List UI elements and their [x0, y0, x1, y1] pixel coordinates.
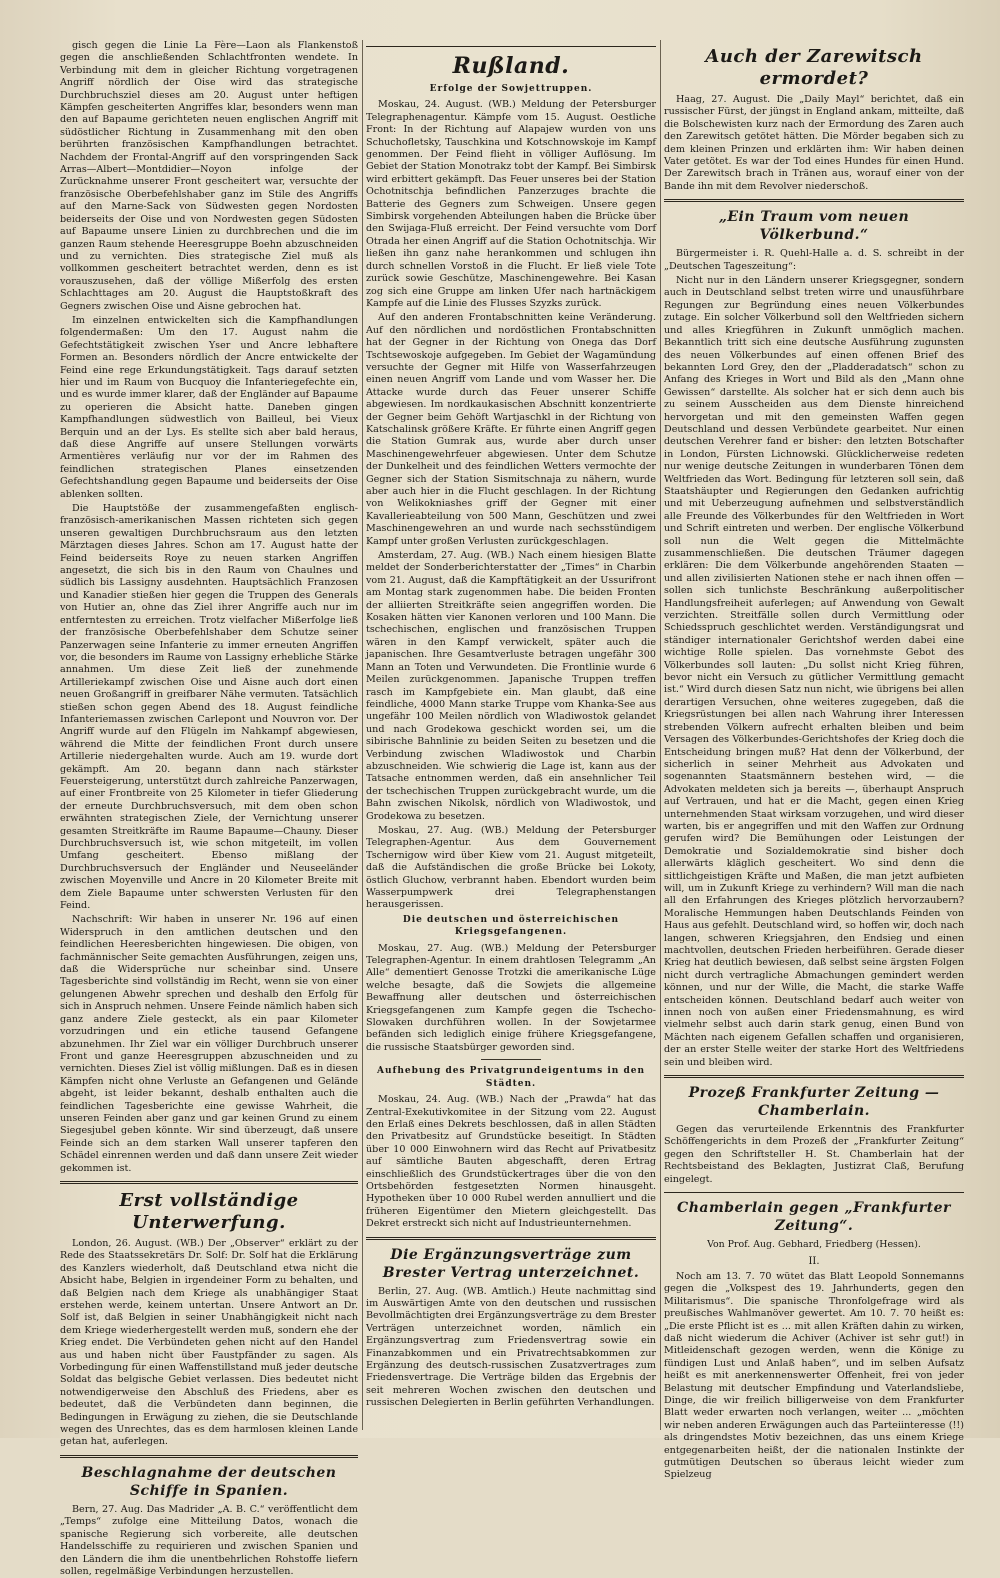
paragraph: Noch am 13. 7. 70 wütet das Blatt Leopold Sonnemanns gegen die „Volkspest des 19. Jahrhunderts, gegen den Militarismus“. Die spanische Thronfolgefrage wird als preußisches Wahlmanöver gewertet. Am 10. 7. 70 heißt es: „Die erste Pflicht ist es ... mit allen Kräften dahin zu wirken, daß nicht wiederum die Achiver (Achiver ist sehr gut!) in Mitleidenschaft gezogen werden, wenn die Könige zu fündigen Lust und Anlaß haben“, und im selben Aufsatz heißt es mit anerkennenswerter Offenheit, frei von jeder Belastung mit deutscher Empfindung und Vaterlandsliebe, Dinge, die wir freilich billigerweise von dem Frankfurter Blatt weder erwarten noch verlangen, weiter ... „möchten wir neben anderen Erwägungen auch das Parteiinteresse (!!) als dringendstes Motiv bezeichnen, das uns einem Kriege entgegenarbeiten heißt, der die nationalen Instinkte der gutmütigen Deutschen so überaus leicht wieder zum Spielzeug	[664, 1270, 964, 1481]
headline-russland: Rußland.	[452, 53, 570, 79]
column-3	[664, 40, 964, 1481]
headline-chamberlain: Chamberlain gegen „Frankfurter Zeitung“.	[677, 1200, 951, 1235]
paragraph: Die Hauptstöße der zusammengefaßten englisch-französisch-amerikanischen Massen richteten sich gegen unseren gewaltigen Durchbruchsraum aus den letzten Märztagen dieses Jahres. Schon am 17. August hatte der Feind beiderseits Roye zu neuen starken Angriffen angesetzt, die sich bis in den Raum von Chaulnes und südlich bis Lassigny ausdehnten. Hauptsächlich Franzosen und Kanadier stießen hier gegen die Truppen des Generals von Hutier an, ohne das Ziel ihrer Angriffe auch nur im entferntesten zu erreichen. Trotz vielfacher Mißerfolge ließ der französische Oberbefehlshaber dem Schutze seiner Panzerwagen seine Infanterie zu immer erneuten Angriffen vor, die besonders im Raume von Lassigny erhebliche Stärke annahmen. Um diese Zeit ließ der zunehmende Artilleriekampf zwischen Oise und Aisne auch dort einen neuen Großangriff in greifbarer Nähe vermuten. Tatsächlich stießen schon gegen Abend des 18. August feindliche Infanteriemassen zwischen Carlepont und Nouvron vor. Der Angriff wurde auf den Flügeln im Nahkampf abgewiesen, während die Mitte der feindlichen Front durch unsere Artillerie niedergehalten wurde. Auch am 19. wurde dort gekämpft. Am 20. begann dann nach stärkster Feuersteigerung, unterstützt durch zahlreiche Panzerwagen, auf einer Frontbreite von 25 Kilometer in tiefer Gliederung der erneute Durchbruchsversuch, mit dem oben schon erwähnten strategischen Ziele, der Vernichtung unserer gesamten Streitkräfte im Raume Bapaume—Chauny. Dieser Durchbruchsversuch ist, wie schon mitgeteilt, im vollen Umfang gescheitert. Ebenso mißlang der Durchbruchsversuch der Engländer und Neuseeländer zwischen Moyenville und Ancre in 20 Kilometer Breite mit dem Ziele Bapaume unter schwersten Verlusten für den Feind.	[60, 503, 358, 912]
headline-zarewitsch: Auch der Zarewitsch ermordet?	[705, 46, 923, 89]
column-rule	[362, 40, 363, 1430]
section-divider	[366, 1237, 656, 1240]
section-divider	[60, 1455, 358, 1458]
paragraph: Im einzelnen entwickelten sich die Kampfhandlungen folgendermaßen: Um den 17. August nahm die Gefechtstätigkeit zwischen Yser und Ancre lebhaftere Formen an. Besonders nördlich der Ancre entwickelte der Feind eine rege Erkundungstätigkeit. Tags darauf setzten hier und im Raum von Bucquoy die Infanteriegefechte ein, und es wurde immer klarer, daß der Engländer auf Bapaume zu operieren die Absicht hatte. Daneben gingen Kampfhandlungen südwestlich von Bailleul, bei Vieux Berquin und an der Lys. Es stellte sich aber bald heraus, daß diese Angriffe auf unsere Stellungen vorwärts Armentières verläufig nur vor der im Rahmen des feindlichen strategischen Planes einsetzenden Gefechtshandlung gegen Bapaume und beiderseits der Oise ablenken sollten.	[60, 314, 358, 500]
paragraph: Moskau, 24. August. (WB.) Meldung der Petersburger Telegraphenagentur. Kämpfe vom 15. August. Oestliche Front: In der Richtung auf Alapajew wurden von uns Schuchofletsky, Tauschkina und Kotschnowskoje im Kampf genommen. Der Feind flieht in völliger Auflösung. Im Gebiet der Station Monotrakz tobt der Kampf. Bei Simbirsk wird erbittert gekämpft. Das Feuer unseres bei der Station Ochotnitschja befindlichen Panzerzuges brachte die Batterie des Gegners zum Schweigen. Unsere gegen Simbirsk vorgehenden Abteilungen haben die Brücke über den Swijaga-Fluß erreicht. Der Feind versuchte vom Dorf Otrada her einen Angriff auf die Station Ochotnitschja. Wir ließen ihn ganz nahe herankommen und schlugen ihn durch schnellen Vorstoß in die Flucht. Er ließ viele Tote zurück sowie Geschütze, Maschinengewehre. Bei Kasan zog sich eine Gruppe am linken Ufer nach hartnäckigem Kampfe auf die Linie des Flusses Szyzks zurück.	[366, 99, 656, 309]
author-byline: Von Prof. Aug. Gebhard, Friedberg (Hessen).	[707, 1239, 921, 1251]
paragraph: Amsterdam, 27. Aug. (WB.) Nach einem hiesigen Blatte meldet der Sonderberichterstatter der „Times“ in Charbin vom 21. August, daß die Kampftätigkeit an der Ussurifront am Montag stark zugenommen habe. Die beiden Fronten der alliierten Streitkräfte seien angegriffen worden. Die Kosaken hätten vier Kanonen verloren und 100 Mann. Die tschechischen, englischen und französischen Truppen wären in den Kampf verwickelt, später auch die japanischen. Ihre Gesamtverluste betragen ungefähr 300 Mann an Toten und Verwundeten. Die Frontlinie wurde 6 Meilen zurückgenommen. Japanische Truppen treffen rasch im Kampfgebiete ein. Man glaubt, daß eine feindliche, 4000 Mann starke Truppe vom Khanka-See aus ungefähr 100 Meilen nördlich von Wladiwostok gelandet und nach Grodekowa geschickt worden sei, um die sibirische Bahnlinie zu beiden Seiten zu besetzen und die Verbindung zwischen Wladiwostok und Charbin abzuschneiden. Wie schwierig die Lage ist, kann aus der Tatsache entnommen werden, daß ein ansehnlicher Teil der tschechischen Truppen zurückgebracht wurde, um die Bahn zwischen Nikolsk, nördlich von Wladiwostok, und Grodekowa zu besetzen.	[366, 550, 656, 822]
headline-unterwerfung: Erst vollständige Unterwerfung.	[119, 1189, 299, 1233]
section-divider	[60, 1181, 358, 1184]
headline-prozess: Prozeß Frankfurter Zeitung — Chamberlain.	[688, 1085, 940, 1120]
column-rule	[660, 40, 661, 1430]
headline-brest: Die Ergänzungsverträge zum Brester Vertrag unterzeichnet.	[382, 1246, 640, 1281]
paragraph: Nicht nur in den Ländern unserer Kriegsgegner, sondern auch in Deutschland selbst treten wirre und unausführbare Regungen zur Begründung eines neuen Völkerbundes zutage. Ein solcher Völkerbund soll den Weltfrieden sichern und alles Kriegführen in Zukunft unmöglich machen. Bekanntlich tritt sich eine deutsche Ausführung zugunsten des neuen Völkerbundes auf einen offenen Brief des bekannten Lord Grey, den der „Pladderadatsch“ schon zu Anfang des Krieges in Wort und Bild als den „Mann ohne Gewissen“ darstellte. Als solcher hat er sich denn auch bis zu seinem Ausscheiden aus dem Dienste hinreichend hervorgetan und mit den gemeinsten Waffen gegen Deutschland und dessen Verbündete gearbeitet. Nur einen deutschen Verehrer fand er bisher: den letzten Botschafter in London, Fürsten Lichnowski. Glücklicherweise redeten nur wenige deutsche Zeitungen in wunderbaren Tönen dem Weltfrieden das Wort. Bedingung für letzteren soll sein, daß Staatshäupter und Regierungen den Gedanken aufrichtig und mit Ueberzeugung aufnehmen und selbstverständlich alle Freunde des Völkerbundes für den Weltfrieden in Wort und Schrift eintreten und werben. Der englische Völkerbund soll nun die Welt gegen die Mittelmächte zusammenschließen. Die deutschen Träumer dagegen erklären: Die dem Völkerbunde angehörenden Staaten — und allen zivilisierten Nationen stehe er nach ihnen offen — sollen sich tunlichste Beschränkung außerpolitischer Handlungsfreiheit auferlegen; auf Anwendung von Gewalt verzichten. Streitfälle sollen durch Vermittlung oder Schiedsspruch geschlichtet werden. Verständigungsrat und ständiger internationaler Gerichtshof werden dabei eine wichtige Rolle spielen. Das vornehmste Gebot des Völkerbundes soll lauten: „Du sollst nicht Krieg führen, bevor nicht ein Versuch zu gütlicher Vermittlung gemacht ist.“ Wird durch diesen Satz nun nicht, wie übrigens bei allen derartigen Versuchen, ohne weiteres zugegeben, daß die Kriegsrüstungen bei allen nach Wahrung ihrer Interessen strebenden Völkern aufrecht erhalten bleiben und beim Versagen des Völkerbundes-Gerichtshofes der Krieg doch die Entscheidung bringen muß? Hat denn der Völkerbund, der sicherlich in seiner Mehrheit aus Advokaten und sogenannten Staatsmännern bestehen wird, — die Advokaten meldeten sich ja bereits —, überhaupt Anspruch auf Vertrauen, und hat er die Macht, gegen einen Krieg unternehmenden Staat wirksam vorzugehen, und wird dieser warten, bis er angegriffen und mit den Waffen zur Ordnung gerufen wird? Die Bemühungen oder Leistungen der Demokratie und Sozialdemokratie sind bisher doch allerwärts kläglich gescheitert. Wo sind denn die sittlichgeistigen Kräfte und Maßen, die man jetzt aufbieten will, um in Zukunft Kriege zu verhindern? Will man die nach all den Erfahrungen des Krieges plötzlich hervorzaubern? Moralische Hemmungen haben Deutschlands Feinden von Haus aus gefehlt. Deutschland wird, so hoffen wir, doch nach langen, schweren Kriegsjahren, den Endsieg und einen machtvollen, deutschen Frieden herbeiführen. Gerade dieser Krieg hat deutlich bewiesen, daß selbst seine ärgsten Folgen nicht durch vertragliche Abmachungen gemindert werden können, und nur der Wille, die Macht, die starke Waffe entscheiden können. Deutschland bedarf auch weiter von innen noch von außen einer Friedensmahnung, es wird vielmehr selbst auch darin stark genug, einen Bund von Mächten nach eigenem Gefallen schaffen und organisieren, der an erster Stelle weiter der starke Hort des Weltfriedens sein und bleiben wird.	[664, 275, 964, 1068]
paragraph: gisch gegen die Linie La Fère—Laon als Flankenstoß gegen die anschließenden Schlachtfronten wendete. In Verbindung mit dem in gleicher Richtung vorgetragenen Angriff nördlich der Oise wird das strategische Durchbruchsziel dieses am 20. August unter heftigen Kämpfen gescheiterten Angriffes klar, besonders wenn man den auf Bapaume gerichteten neuen englischen Angriff mit südöstlicher Richtung in Zusammenhang mit den oben berührten französischen Kampfhandlungen betrachtet. Nachdem der Frontal-Angriff auf den vorspringenden Sack Arras—Albert—Montdidier—Noyon infolge der Zurücknahme unserer Front gescheitert war, versuchte der französische Oberbefehlshaber ganz im Stile des Angriffs auf den Marne-Sack von Südwesten gegen Nordosten beiderseits der Oise und von Nordwesten gegen Südosten auf Bapaume unsere Linien zu durchbrechen und die im ganzen Raum stehende Heeresgruppe Boehn abzuschneiden und zu vernichten. Dies strategische Ziel muß als vollkommen gescheitert betrachtet werden, denn es ist vorauszusehen, daß der völlige Mißerfolg des ersten Schlachttages am 20. August die Hauptstoßkraft des Gegners zwischen Oise und Aisne gebrochen hat.	[60, 40, 358, 312]
subheadline: Aufhebung des Privatgrundeigentums in den Städten.	[376, 1066, 646, 1089]
section-divider	[366, 46, 656, 47]
section-divider	[664, 1192, 964, 1193]
paragraph: Auf den anderen Frontabschnitten keine Veränderung. Auf den nördlichen und nordöstlichen Frontabschnitten hat der Gegner in der Richtung von Onega das Dorf Tschtsewoskoje aufgegeben. Im Gebiet der Wagamündung versuchte der Gegner mit Hilfe von Wasserfahrzeugen einen neuen Angriff vom Lande und vom Wasser her. Die Attacke wurde durch das Feuer unserer Schiffe abgewiesen. Im nordkaukasischen Abschnitt konzentrierte der Gegner beim Gehöft Wartjaschkl in der Richtung von Katschalinsk größere Kräfte. Er führte einen Angriff gegen die Station Gumrak aus, wurde aber durch unser Maschinengewehrfeuer abgewiesen. Unter dem Schutze der Dunkelheit und des feindlichen Wetters vermochte der Gegner sich der Station Sismitschnaja zu nähern, wurde aber auch hier in die Flucht geschlagen. In der Richtung von Welikokniashes griff der Gegner mit einer Kavallerieabteilung von 500 Mann, Geschützen und zwei Maschinengewehren an und wurde nach sechsstündigem Kampf unter großen Verlusten zurückgeschlagen.	[366, 312, 656, 547]
paragraph: Nachschrift: Wir haben in unserer Nr. 196 auf einen Widerspruch in den amtlichen deutschen und den feindlichen Heeresberichten hingewiesen. Die obigen, von fachmännischer Seite gemachten Ausführungen, zeigen uns, daß die Widersprüche nur scheinbar sind. Unsere Tagesberichte sind vollständig im Recht, wenn sie von einer gelungenen Abwehr sprechen und deshalb den Erfolg für sich in Anspruch nehmen. Unsere Feinde nämlich haben sich ganz andere Ziele gesteckt, als ein paar Kilometer vorzudringen und ein etliche tausend Gefangene abzunehmen. Ihr Ziel war ein völliger Durchbruch unserer Front und ganze Heeresgruppen abzuschneiden und zu vernichten. Dieses Ziel ist völlig mißlungen. Daß es in diesen Kämpfen nicht ohne Verluste an Gefangenen und Gelände abgeht, ist leider bekannt, deshalb enthalten auch die feindlichen Tagesberichte eine gewisse Wahrheit, die unseren Feinden aber ganz und gar keinen Grund zu einem Siegesjubel geben könnte. Wir sind überzeugt, daß unsere Feinde sich an dem starken Wall unserer tapferen den Schädel einrennen werden und daß dann unsere Zeit wieder gekommen ist.	[60, 914, 358, 1174]
headline-traum: „Ein Traum vom neuen Völkerbund.“	[718, 209, 910, 244]
paragraph: Moskau, 24. Aug. (WB.) Nach der „Prawda“ hat das Zentral-Exekutivkomitee in der Sitzung vom 22. August den Erlaß eines Dekrets beschlossen, daß in allen Städten den Privatbesitz auf Grundstücke beseitigt. In Städten über 10 000 Einwohnern wird das Recht auf Privatbesitz auf sämtliche Bauten abgeschafft, deren Ertrag einschließlich des Grundstückertrages über die von den Ortsbehörden festgesetzten Normen hinausgeht. Hypotheken über 10 000 Rubel werden annulliert und die früheren Eigentümer den Mietern gleichgestellt. Das Dekret erstreckt sich nicht auf Industrieunternehmen.	[366, 1094, 656, 1230]
subheadline: Erfolge der Sowjettruppen.	[429, 84, 593, 94]
part-number: II.	[808, 1255, 820, 1267]
paragraph: Berlin, 27. Aug. (WB. Amtlich.) Heute nachmittag sind im Auswärtigen Amte von den deutschen und russischen Bevollmächtigten drei Ergänzungsverträge zu dem Brester Verträgen unterzeichnet worden, nämlich ein Ergänzungsvertrag zum Friedensvertrag sowie ein Finanzabkommen und ein Privatrechtsabkommen zur Ergänzung des deutsch-russischen Zusatzvertrages zum Friedensvertrage. Die Verträge bilden das Ergebnis der seit mehreren Wochen zwischen den deutschen und russischen Delegierten in Berlin geführten Verhandlungen.	[366, 1285, 656, 1409]
paragraph: Bürgermeister i. R. Quehl-Halle a. d. S. schreibt in der „Deutschen Tageszeitung“:	[664, 248, 964, 272]
paragraph: Bern, 27. Aug. Das Madrider „A. B. C.“ veröffentlicht dem „Temps“ zufolge eine Mitteilung Datos, wonach die spanische Regierung sich vorbereite, alle deutschen Handelsschiffe zu requirieren und zwischen Spanien und den Ländern die ihm die unentbehrlichen Rohstoffe liefern sollen, regelmäßige Verbindungen herzustellen.	[60, 1503, 358, 1577]
section-divider	[664, 199, 964, 202]
section-divider	[664, 1075, 964, 1078]
paragraph: Moskau, 27. Aug. (WB.) Meldung der Petersburger Telegraphen-Agentur. In einem drahtlosen Telegramm „An Alle“ dementiert Genosse Trotzki die amerikanische Lüge welche besagte, daß die Sowjets die allgemeine Bewaffnung aller deutschen und österreichischen Kriegsgefangenen zum Kampfe gegen die Tschecho-Slowaken durchführen wollen. In der Sowjetarmee befänden sich lediglich einige frühere Kriegsgefangene, die russische Staatsbürger geworden sind.	[366, 942, 656, 1053]
column-1	[60, 40, 358, 1577]
headline-beschlagnahme: Beschlagnahme der deutschen Schiffe in Spanien.	[81, 1464, 337, 1499]
short-divider	[481, 1059, 541, 1060]
paragraph: Gegen das verurteilende Erkenntnis des Frankfurter Schöffengerichts in dem Prozeß der „Frankfurter Zeitung“ gegen den Schriftsteller H. St. Chamberlain hat der Rechtsbeistand des Beklagten, Justizrat Claß, Berufung eingelegt.	[664, 1124, 964, 1185]
subheadline: Die deutschen und österreichischen Kriegsgefangenen.	[402, 914, 620, 938]
paragraph: Moskau, 27. Aug. (WB.) Meldung der Petersburger Telegraphen-Agentur. Aus dem Gouvernement Tschernigow wird über Kiew vom 21. August mitgeteilt, daß die Aufständischen die große Brücke bei Lokoty, östlich Gluchow, verbrannt haben. Ebendort wurden beim Wasserpumpwerk drei Telegraphenstangen herausgerissen.	[366, 824, 656, 911]
paragraph: Haag, 27. August. Die „Daily Mayl“ berichtet, daß ein russischer Fürst, der jüngst in England ankam, mitteilte, daß die Bolschewisten kurz nach der Ermordung des Zaren auch den Zarewitsch getötet hätten. Die Mörder begaben sich zu dem kleinen Prinzen und erklärten ihm: Wir haben deinen Vater getötet. Es war der Tod eines Hundes für einen Hund. Der Zarewitsch brach in Tränen aus, worauf einer von der Bande ihn mit dem Revolver niederschoß.	[664, 94, 964, 192]
paragraph: London, 26. August. (WB.) Der „Observer“ erklärt zu der Rede des Staatssekretärs Dr. Solf: Dr. Solf hat die Erklärung des Kanzlers wiederholt, daß Deutschland etwa nicht die Absicht habe, Belgien in irgendeiner Form zu behalten, und daß Belgien nach dem Kriege als unabhängiger Staat erstehen werde, keinem untertan. Unsere Antwort an Dr. Solf ist, daß Belgien in seiner Unabhängigkeit nicht nach dem Kriege wiederhergestellt werden muß, sondern ehe der Krieg endet. Die Verbündeten gehen nicht auf den Handel aus und haben nicht über Faustpfänder zu sagen. Als Vorbedingung für einen Waffenstillstand muß jeder deutsche Soldat das belgische Gebiet verlassen. Dies bedeutet nicht notwendigerweise den Abschluß des Friedens, aber es bedeutet, daß die Verbündeten dann beginnen, die Bedingungen in Erwägung zu ziehen, die sie Deutschlande wegen des Unrechtes, das es dem harmlosen kleinen Lande getan hat, auferlegen.	[60, 1237, 358, 1448]
column-2	[366, 40, 656, 1430]
